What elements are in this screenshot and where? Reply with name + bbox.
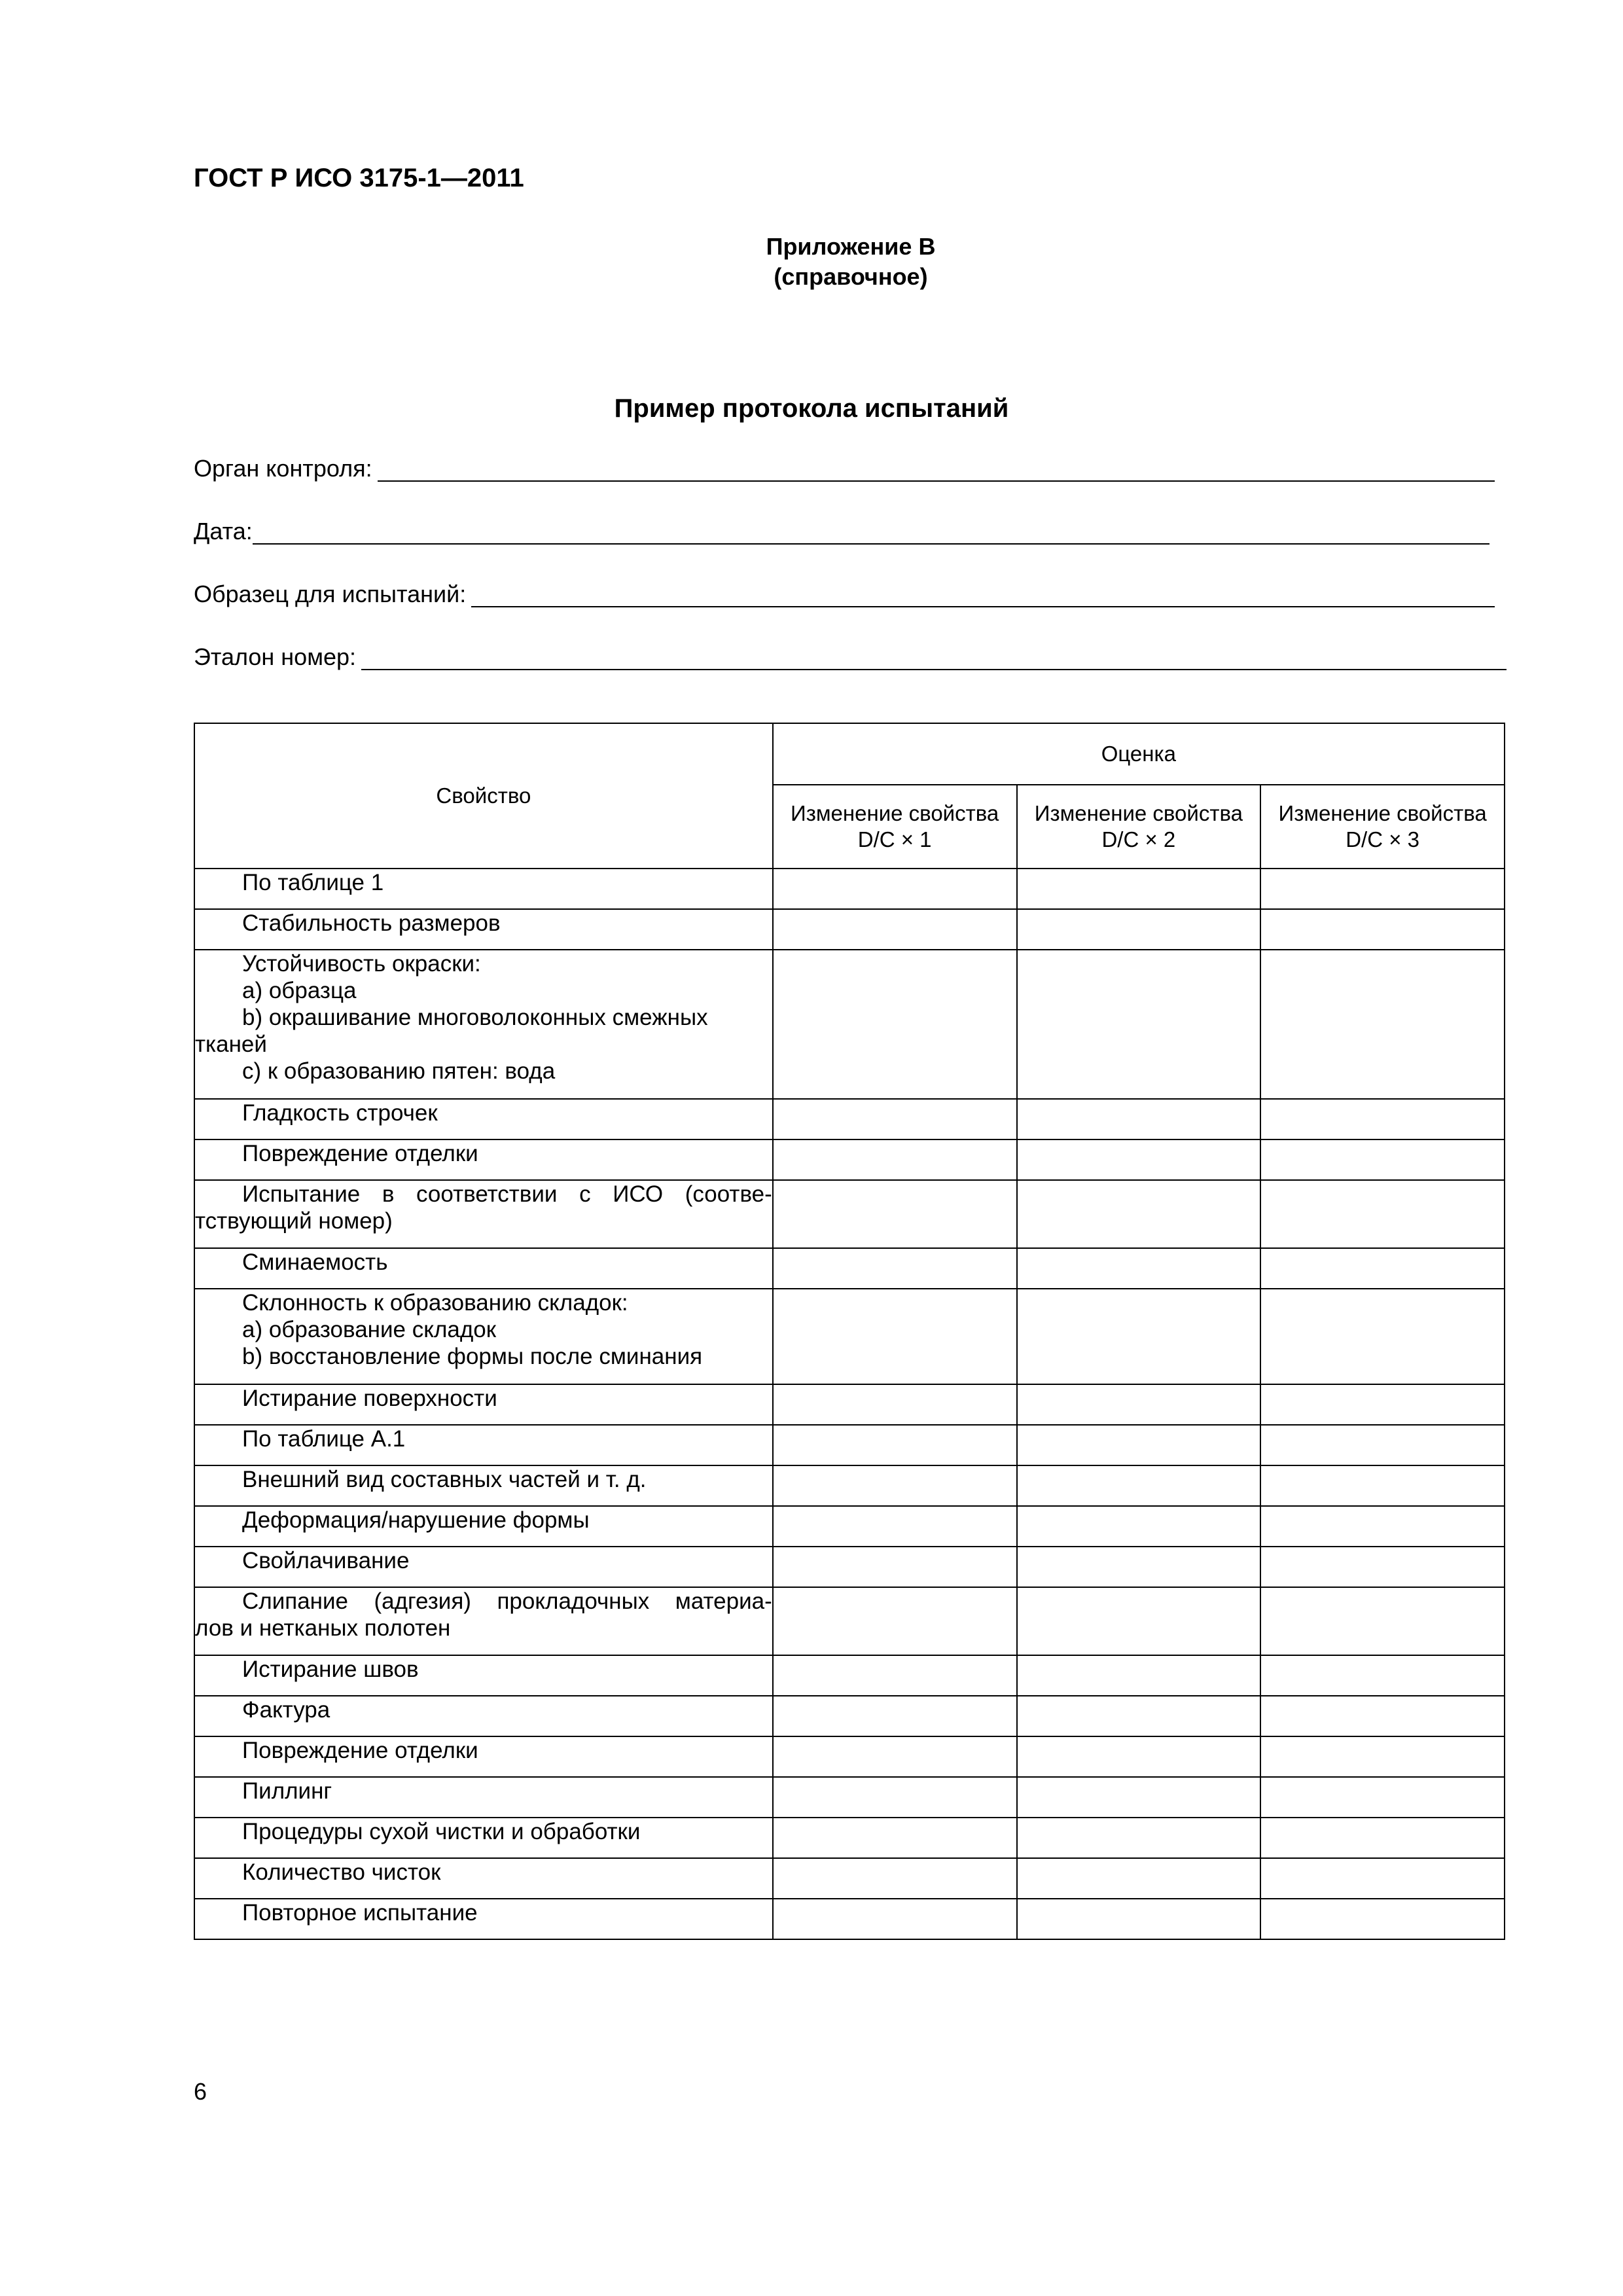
table-row (194, 1180, 1505, 1248)
property-text: Деформация/нарушение формы (242, 1507, 590, 1533)
table-row (194, 1818, 1505, 1858)
property-text: а) образование складок (242, 1317, 497, 1342)
assessment-cell[interactable] (1260, 1818, 1505, 1858)
assessment-cell[interactable] (1017, 1655, 1261, 1696)
property-text: Свойлачивание (242, 1548, 410, 1573)
reference-number-line[interactable] (361, 643, 1507, 670)
assessment-cell[interactable] (1017, 1384, 1261, 1425)
property-cell (194, 909, 773, 950)
property-text: Фактура (242, 1697, 330, 1723)
header-change-dc1 (773, 785, 1017, 869)
assessment-cell[interactable] (1017, 1547, 1261, 1587)
control-body-label: Орган контроля: (194, 455, 372, 482)
header-change-dc1-line2: D/C × 1 (857, 827, 932, 852)
table-row (194, 1899, 1505, 1939)
header-change-dc2-line2: D/C × 2 (1101, 827, 1176, 852)
property-cell (194, 1547, 773, 1587)
property-cell (194, 1818, 773, 1858)
property-text: Повторное испытание (242, 1900, 478, 1926)
assessment-cell[interactable] (1017, 1858, 1261, 1899)
assessment-cell[interactable] (1260, 1384, 1505, 1425)
assessment-cell[interactable] (773, 1139, 1017, 1180)
assessment-cell[interactable] (773, 1465, 1017, 1506)
assessment-cell[interactable] (1260, 1696, 1505, 1736)
property-text: тканей (195, 1031, 267, 1057)
property-text: Повреждение отделки (242, 1141, 478, 1166)
assessment-cell[interactable] (1017, 1696, 1261, 1736)
property-cell (194, 1289, 773, 1384)
assessment-cell[interactable] (773, 1384, 1017, 1425)
assessment-cell[interactable] (1017, 1506, 1261, 1547)
assessment-cell[interactable] (1260, 1180, 1505, 1248)
assessment-cell[interactable] (1017, 950, 1261, 1099)
table-row (194, 1736, 1505, 1777)
property-text: Стабильность размеров (242, 910, 501, 936)
property-cell (194, 1858, 773, 1899)
table-row (194, 1547, 1505, 1587)
property-cell (194, 1139, 773, 1180)
assessment-cell[interactable] (1017, 1425, 1261, 1465)
property-text: с) к образованию пятен: вода (242, 1058, 556, 1084)
property-text: Пиллинг (242, 1778, 332, 1804)
assessment-cell[interactable] (1260, 1099, 1505, 1139)
date-field (194, 516, 1489, 548)
reference-number-field (194, 641, 1507, 674)
property-text: Истирание поверхности (242, 1386, 497, 1411)
table-row (194, 1587, 1505, 1655)
assessment-cell[interactable] (1260, 1506, 1505, 1547)
property-text: Внешний вид составных частей и т. д. (242, 1467, 647, 1492)
table-row (194, 1655, 1505, 1696)
assessment-cell[interactable] (773, 1696, 1017, 1736)
assessment-cell[interactable] (773, 1587, 1017, 1655)
header-assessment: Оценка (773, 723, 1505, 785)
assessment-cell[interactable] (1260, 1248, 1505, 1289)
date-label: Дата: (194, 518, 253, 545)
assessment-cell[interactable] (1260, 1289, 1505, 1384)
assessment-cell[interactable] (773, 1736, 1017, 1777)
assessment-cell[interactable] (1017, 1899, 1261, 1939)
assessment-cell[interactable] (1017, 1587, 1261, 1655)
assessment-cell[interactable] (1260, 1736, 1505, 1777)
assessment-cell[interactable] (773, 1248, 1017, 1289)
assessment-cell[interactable] (1017, 1099, 1261, 1139)
property-text: лов и нетканых полотен (195, 1615, 451, 1641)
property-text: b) восстановление формы после сминания (242, 1344, 703, 1369)
table-row (194, 1777, 1505, 1818)
standard-code: ГОСТ Р ИСО 3175-1—2011 (194, 164, 524, 192)
test-sample-label: Образец для испытаний: (194, 581, 467, 607)
property-text: По таблице А.1 (242, 1426, 406, 1452)
table-row (194, 1506, 1505, 1547)
property-text: Сминаемость (242, 1249, 388, 1275)
table-row (194, 950, 1505, 1099)
assessment-cell[interactable] (1260, 1899, 1505, 1939)
assessment-cell[interactable] (773, 1289, 1017, 1384)
property-text: а) образца (242, 978, 357, 1003)
assessment-cell[interactable] (1260, 1655, 1505, 1696)
table-row (194, 869, 1505, 909)
property-cell (194, 1655, 773, 1696)
header-change-dc3-line2: D/C × 3 (1346, 827, 1420, 852)
property-text: Слипание (адгезия) прокладочных материа- (242, 1588, 772, 1614)
property-text: Количество чисток (242, 1859, 441, 1885)
assessment-cell[interactable] (1017, 1248, 1261, 1289)
property-text: Истирание швов (242, 1657, 419, 1682)
assessment-cell[interactable] (1017, 1180, 1261, 1248)
table-row (194, 1289, 1505, 1384)
property-cell (194, 1777, 773, 1818)
assessment-cell[interactable] (773, 1425, 1017, 1465)
property-text: тствующий номер) (195, 1208, 393, 1234)
property-cell (194, 1425, 773, 1465)
property-cell (194, 869, 773, 909)
assessment-cell[interactable] (773, 1180, 1017, 1248)
control-body-field (194, 453, 1495, 486)
assessment-cell[interactable] (1017, 869, 1261, 909)
property-cell (194, 1506, 773, 1547)
property-text: b) окрашивание многоволоконных смежных (242, 1005, 708, 1030)
reference-number-label: Эталон номер: (194, 643, 356, 670)
assessment-cell[interactable] (773, 1777, 1017, 1818)
property-text: Повреждение отделки (242, 1738, 478, 1763)
property-cell (194, 1384, 773, 1425)
assessment-cell[interactable] (773, 1655, 1017, 1696)
assessment-cell[interactable] (773, 950, 1017, 1099)
table-row (194, 1696, 1505, 1736)
assessment-cell[interactable] (1260, 1547, 1505, 1587)
assessment-cell[interactable] (773, 1506, 1017, 1547)
assessment-cell[interactable] (1260, 909, 1505, 950)
table-row (194, 1099, 1505, 1139)
header-change-dc2 (1017, 785, 1261, 869)
assessment-cell[interactable] (1017, 1736, 1261, 1777)
assessment-cell[interactable] (1017, 1777, 1261, 1818)
header-change-dc3-line1: Изменение свойства (1278, 801, 1487, 825)
appendix-note: (справочное) (774, 263, 928, 290)
assessment-cell[interactable] (1017, 1818, 1261, 1858)
test-protocol-table (194, 723, 1505, 1940)
assessment-cell[interactable] (1260, 869, 1505, 909)
document-title: Пример протокола испытаний (614, 394, 1009, 423)
appendix-title: Приложение В (766, 233, 936, 260)
property-cell (194, 1099, 773, 1139)
property-cell (194, 1899, 773, 1939)
property-cell (194, 1465, 773, 1506)
test-sample-field (194, 579, 1495, 611)
test-sample-line[interactable] (471, 580, 1495, 607)
appendix-heading (654, 232, 1047, 292)
header-change-dc3 (1260, 785, 1505, 869)
assessment-cell[interactable] (1260, 1587, 1505, 1655)
table-row (194, 1858, 1505, 1899)
assessment-cell[interactable] (1260, 1858, 1505, 1899)
assessment-cell[interactable] (773, 1547, 1017, 1587)
assessment-cell[interactable] (773, 869, 1017, 909)
assessment-cell[interactable] (773, 1858, 1017, 1899)
control-body-line[interactable] (378, 454, 1495, 482)
assessment-cell[interactable] (773, 909, 1017, 950)
table-row (194, 909, 1505, 950)
header-change-dc2-line1: Изменение свойства (1034, 801, 1243, 825)
assessment-cell[interactable] (1017, 909, 1261, 950)
property-text: Склонность к образованию складок: (242, 1290, 628, 1316)
property-text: Процедуры сухой чистки и обработки (242, 1819, 641, 1844)
table-row (194, 1248, 1505, 1289)
assessment-cell[interactable] (1017, 1289, 1261, 1384)
assessment-cell[interactable] (1260, 1425, 1505, 1465)
assessment-cell[interactable] (1017, 1139, 1261, 1180)
date-line[interactable] (253, 517, 1489, 545)
assessment-cell[interactable] (1260, 1139, 1505, 1180)
assessment-cell[interactable] (1260, 1465, 1505, 1506)
header-change-dc1-line1: Изменение свойства (791, 801, 999, 825)
property-cell (194, 1180, 773, 1248)
property-text: По таблице 1 (242, 870, 384, 895)
table-row (194, 1384, 1505, 1425)
property-cell (194, 1736, 773, 1777)
property-cell (194, 950, 773, 1099)
assessment-cell[interactable] (773, 1899, 1017, 1939)
assessment-cell[interactable] (773, 1818, 1017, 1858)
property-text: Устойчивость окраски: (242, 951, 481, 977)
page-number: 6 (194, 2078, 207, 2105)
assessment-cell[interactable] (1017, 1465, 1261, 1506)
assessment-cell[interactable] (1260, 1777, 1505, 1818)
property-cell (194, 1248, 773, 1289)
table-row (194, 1139, 1505, 1180)
assessment-cell[interactable] (1260, 950, 1505, 1099)
table-row (194, 1465, 1505, 1506)
property-text: Испытание в соответствии с ИСО (соотве- (242, 1181, 772, 1207)
property-text: Гладкость строчек (242, 1100, 438, 1126)
table-row (194, 1425, 1505, 1465)
property-cell (194, 1587, 773, 1655)
property-cell (194, 1696, 773, 1736)
header-property: Свойство (194, 723, 773, 869)
assessment-cell[interactable] (773, 1099, 1017, 1139)
